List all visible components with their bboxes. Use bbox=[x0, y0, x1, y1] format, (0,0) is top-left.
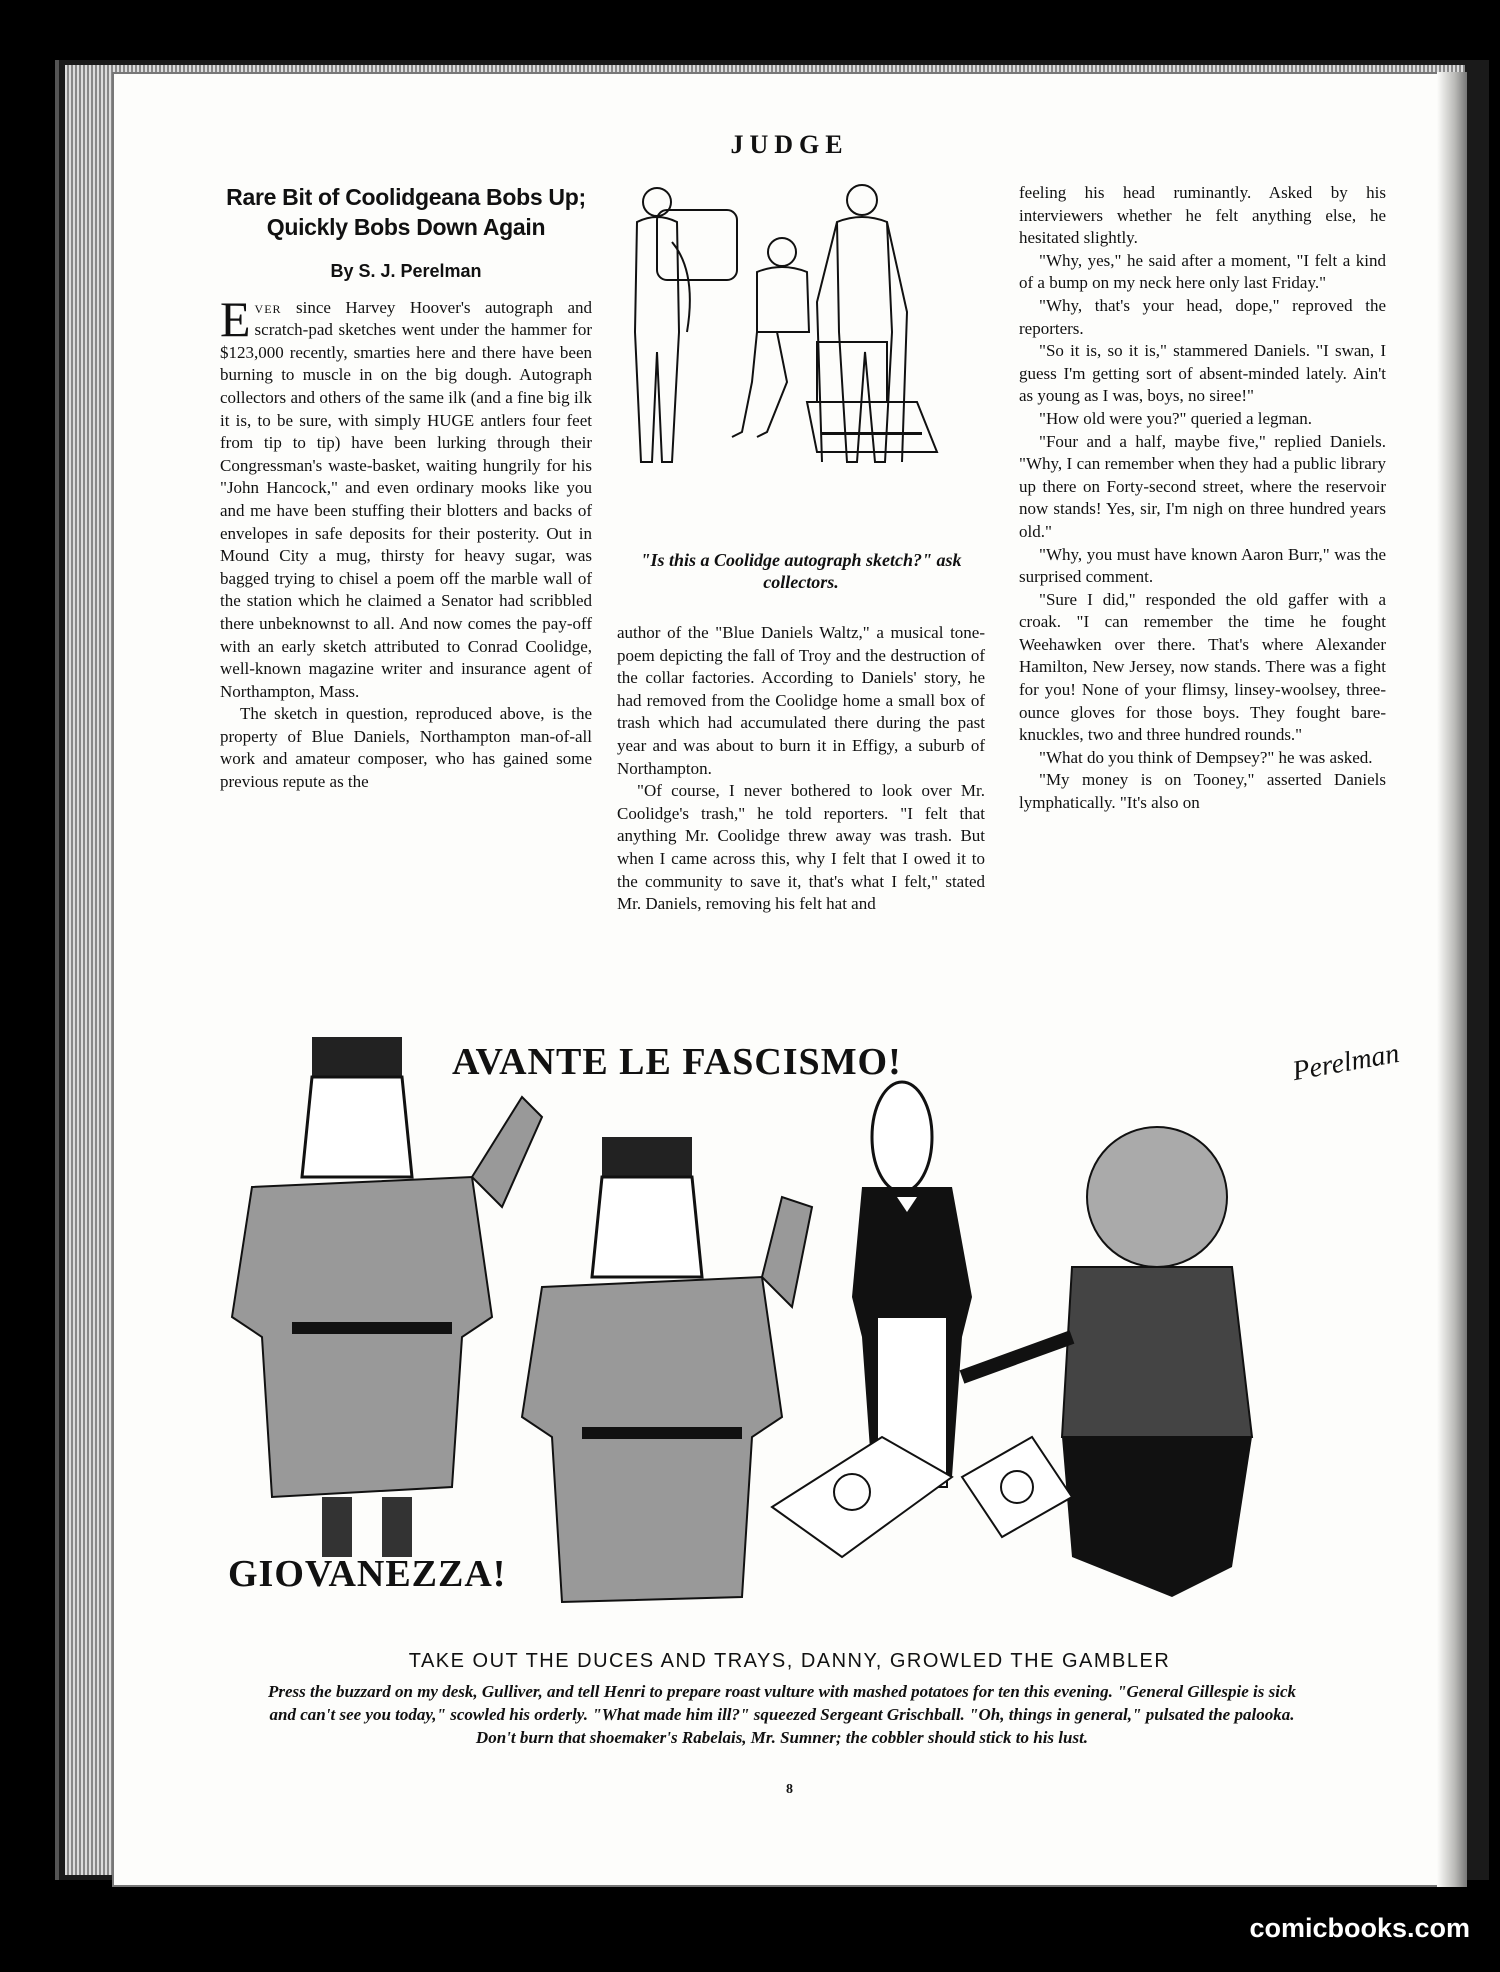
article-paragraph bbox=[220, 290, 592, 704]
cartoon-caption-title: TAKE OUT THE DUCES AND TRAYS, DANNY, GROWLED THE GAMBLER bbox=[408, 1650, 1171, 1672]
article-paragraph: "Why, that's your head, dope," reproved the reporters. bbox=[1019, 295, 1386, 338]
article-paragraph: "Sure I did," responded the old gaffer with a croak. "I can remember the time he fought Weehawken over there. That's where Alexander Hamilton, New Jersey, now stands. There was a fight for you! None of your flimsy, linsey-woolsey, three-ounce gloves for those boys. They fought bare-knuckles, two and three hundred rounds." bbox=[1019, 589, 1386, 745]
cartoon-caption-text: Press the buzzard on my desk, Gulliver, and tell Henri to prepare roast vulture with mashed potatoes for ten this evening. "General Gillespie is sick and can't see you today," scowled his orderly. "What made him ill?" squeezed Sergeant Grischball. "Oh, things in general," pulsated the palooka. Don't burn that shoemaker's Rabelais, Mr. Sumner; the cobbler should stick to his lust. bbox=[267, 1682, 1297, 1747]
article-paragraph: author of the "Blue Daniels Waltz," a musical tone-poem depicting the fall of Troy and the destruction of the collar factories. According to Daniels' story, he had removed from the Coolidge home a small box of trash which had accumulated there during the past year and was about to burn it in Effigy, a suburb of Northampton. bbox=[617, 623, 985, 778]
article-column-1 bbox=[220, 182, 592, 794]
underwear-sketch-illustration bbox=[617, 182, 985, 522]
headline-line-1: Rare Bit of Coolidgeana Bobs Up; bbox=[226, 184, 586, 210]
article-paragraph: "So it is, so it is," stammered Daniels. "I swan, I guess I'm getting sort of absent-minded lately. Ain't as young as I was, boys, no siree!" bbox=[1019, 341, 1386, 406]
page-number: 8 bbox=[786, 1782, 793, 1797]
magazine-title: JUDGE bbox=[730, 130, 849, 159]
cartoon-subtitle: GIOVANEZZA! bbox=[228, 1553, 507, 1595]
headline-line-2: Quickly Bobs Down Again bbox=[266, 214, 546, 240]
article-paragraph: "Of course, I never bothered to look over Mr. Coolidge's trash," he told reporters. "I felt that anything Mr. Coolidge threw away was trash. But when I came across this, why I felt that I owed it to the community to save it, that's what I felt," stated Mr. Daniels, removing his felt hat and bbox=[617, 781, 985, 914]
article-column-3 bbox=[1019, 182, 1386, 815]
illustration-caption: "Is this a Coolidge autograph sketch?" ask collectors. bbox=[640, 550, 962, 592]
drop-cap: E bbox=[220, 290, 251, 347]
waiter-figure bbox=[852, 1082, 972, 1487]
article-paragraph: "What do you think of Dempsey?" he was asked. bbox=[1039, 747, 1373, 767]
article-paragraph: "Why, yes," he said after a moment, "I felt a kind of a bump on my neck here only last Friday." bbox=[1019, 250, 1386, 293]
article-paragraph: "How old were you?" queried a legman. bbox=[1039, 408, 1313, 428]
article-paragraph: "My money is on Tooney," asserted Daniels lymphatically. "It's also on bbox=[1019, 770, 1386, 813]
soldier-figure-center bbox=[522, 1137, 812, 1602]
lead-smallcaps: ver bbox=[254, 297, 282, 317]
article-paragraph: feeling his head ruminantly. Asked by his interviewers whether he felt anything else, he hesitated slightly. bbox=[1019, 183, 1386, 248]
artist-signature: Perelman bbox=[1290, 1037, 1402, 1088]
watermark: comicbooks.com bbox=[1249, 1913, 1470, 1943]
article-headline bbox=[220, 182, 592, 242]
magazine-page bbox=[112, 72, 1467, 1887]
fascist-cartoon-illustration bbox=[172, 1037, 1412, 1617]
soldier-figure-left bbox=[232, 1037, 542, 1557]
article-paragraph: "Four and a half, maybe five," replied Daniels. "Why, I can remember when they had a public library up there on Forty-second street, where the reservoir now stands! Yes, sir, I'm nigh on three hundred years old." bbox=[1019, 431, 1386, 541]
cartoon-title: AVANTE LE FASCISMO! bbox=[452, 1041, 902, 1083]
article-paragraph: "Why, you must have known Aaron Burr," was the surprised comment. bbox=[1019, 544, 1386, 587]
article-byline: By S. J. Perelman bbox=[330, 261, 482, 281]
article-column-2 bbox=[617, 622, 985, 916]
page-gutter bbox=[1437, 72, 1467, 1887]
mirror-shape bbox=[657, 210, 737, 280]
paragraph-text: since Harvey Hoover's autograph and scratch-pad sketches went under the hammer for $123,000 recently, smarties here and there have been burning to muscle in on the big dough. Autograph collectors and others of the same ilk (and a fine big ilk it is, to be sure, with simply HUGE antlers four feet from tip to tip) have been lurking through their Congressman's waste-basket, waiting hungrily for his "John Hancock," and even ordinary mooks like you and me have been stuffing their blotters and backs of envelopes in safe deposits for their posterity. Out in Mound City a mug, thirsty for heavy sugar, was bagged trying to chisel a poem off the marble wall of the station which he claimed a Senator had scribbled there unbeknownst to all. And now comes the pay-off with an early sketch attributed to Conrad Coolidge, well-known magazine writer and insurance agent of Northampton, Mass. bbox=[220, 297, 592, 701]
article-paragraph: The sketch in question, reproduced above, is the property of Blue Daniels, Northampton man-of-all work and amateur composer, who has gained some previous repute as the bbox=[220, 704, 592, 792]
